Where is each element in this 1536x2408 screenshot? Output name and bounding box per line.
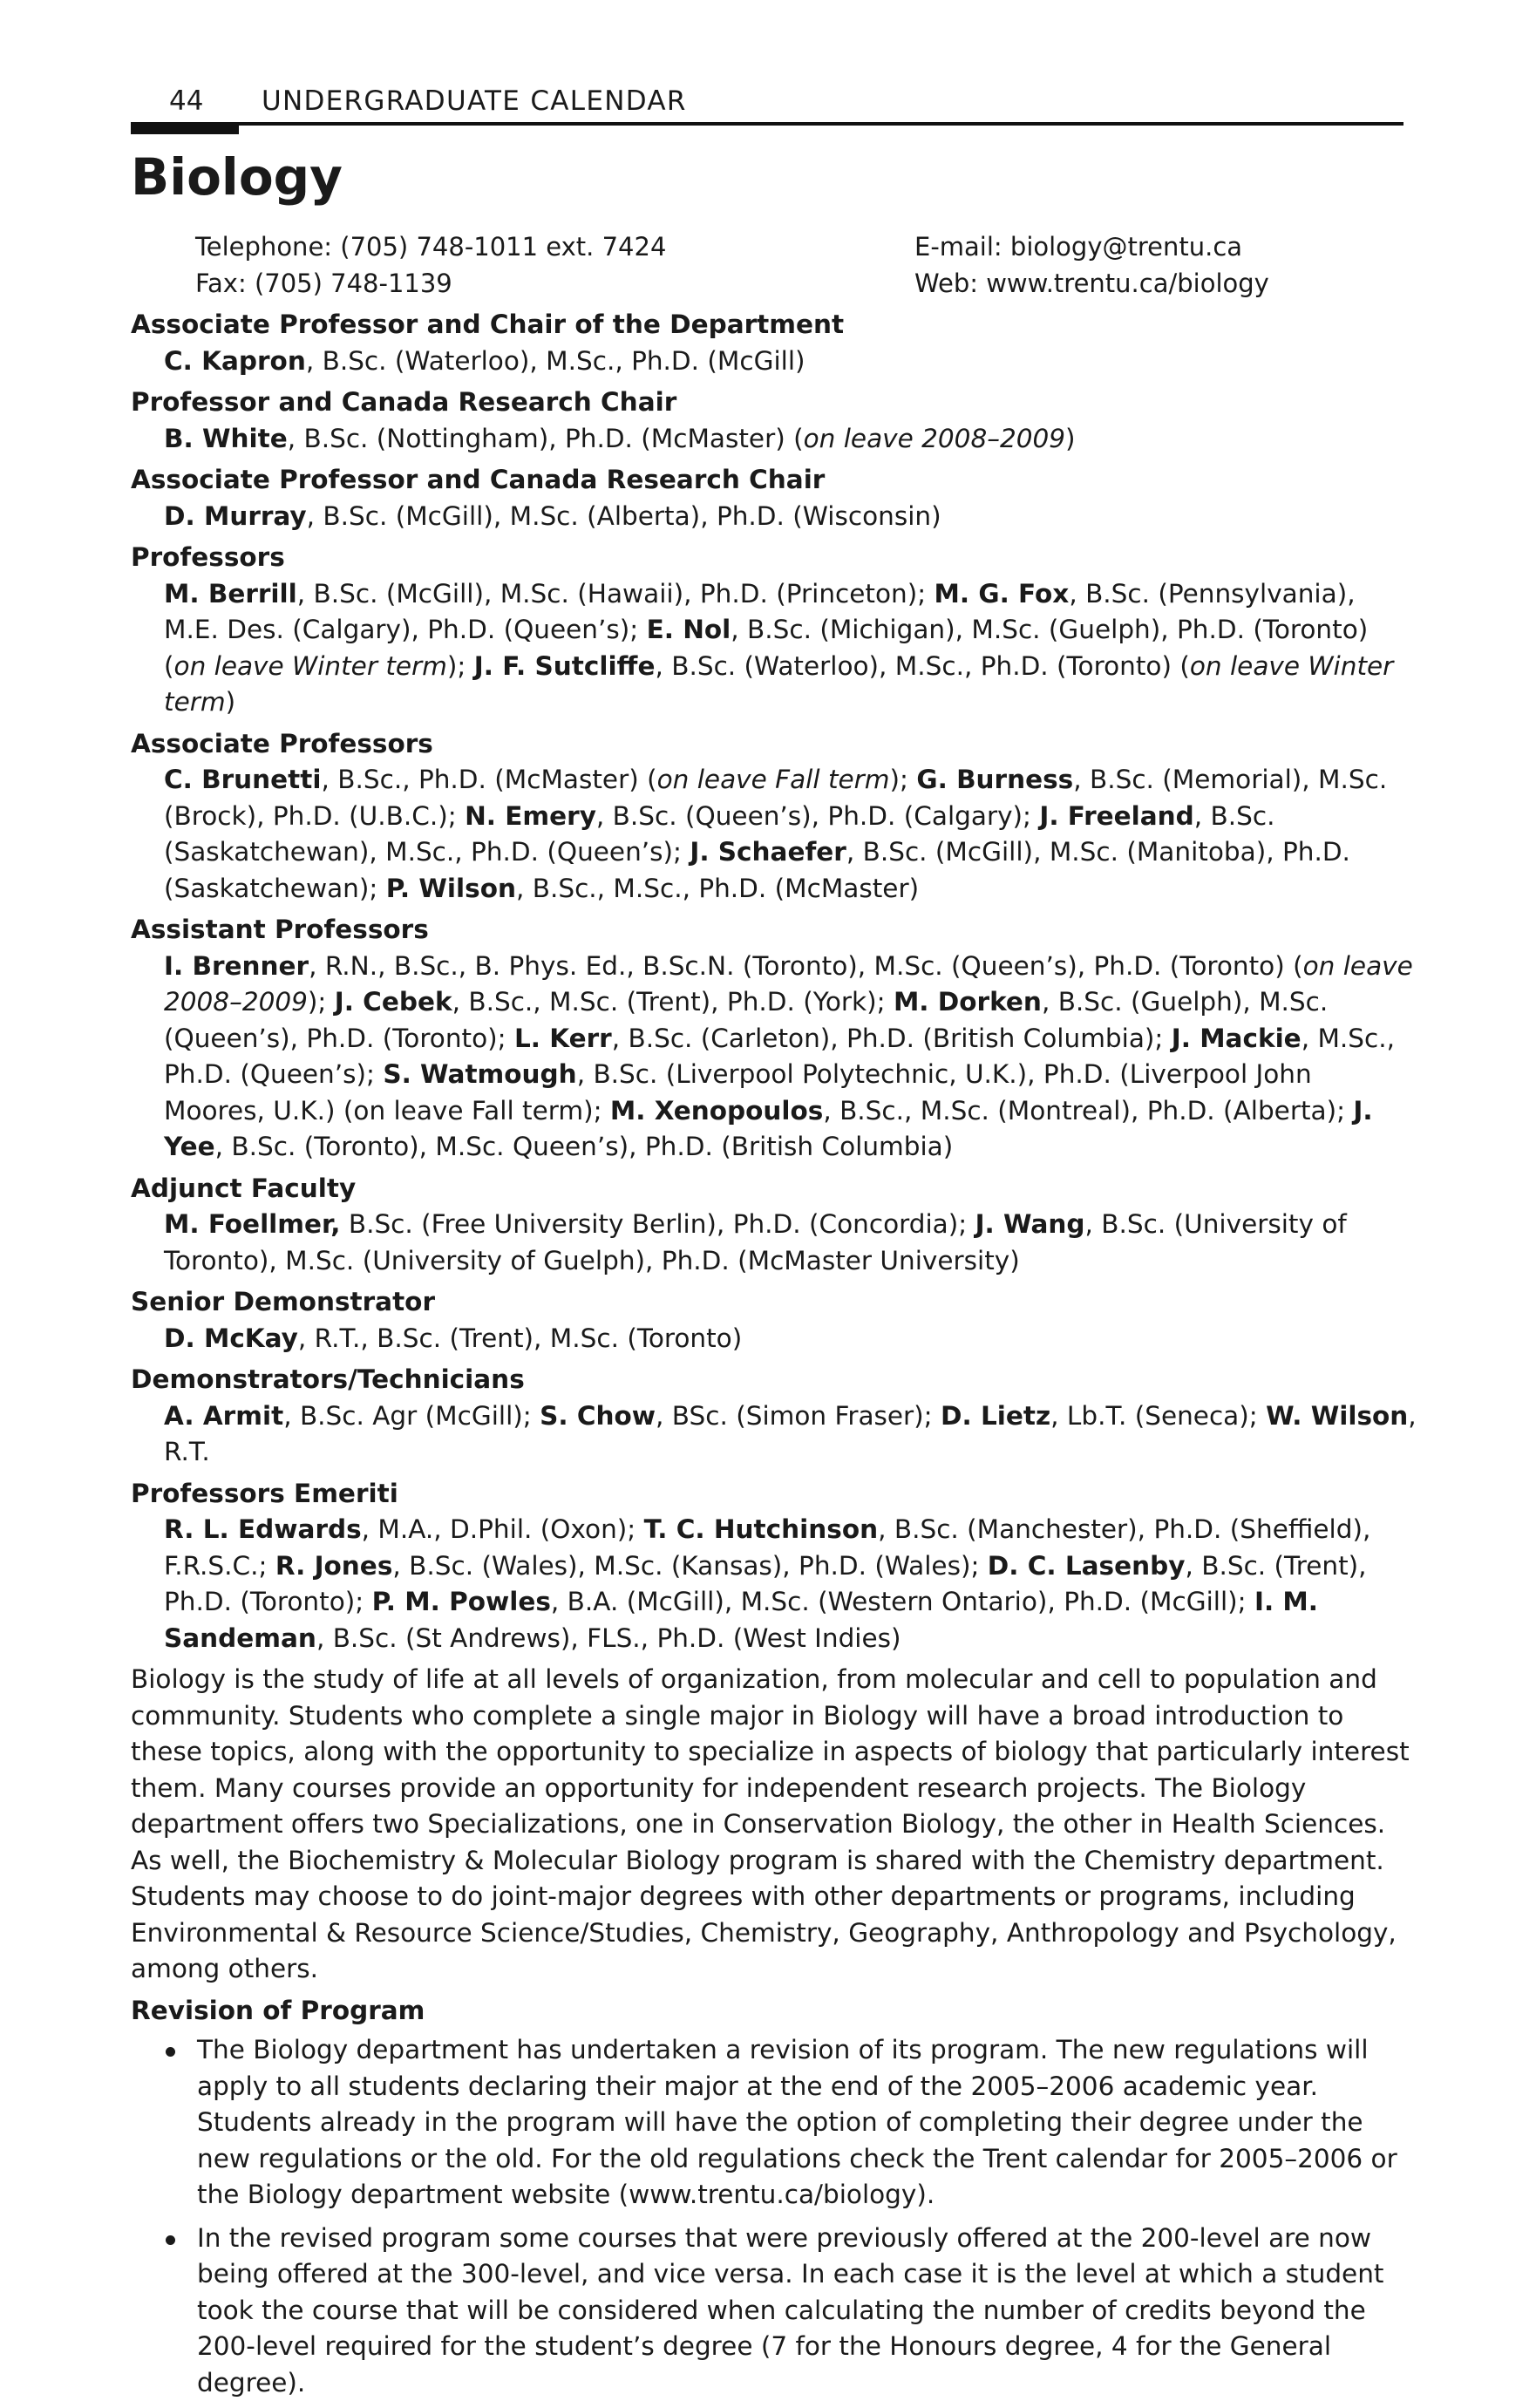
email: E-mail: biology@trentu.ca [914,232,1243,262]
faculty-name: T. C. Hutchinson [643,1514,879,1544]
faculty-heading: Professors [131,542,285,572]
faculty-members [131,762,1417,907]
credentials: ); [889,765,917,794]
leave-note: on leave 2008–2009 [164,950,1413,1017]
faculty-name: A. Armit [164,1400,284,1431]
credentials: ) [1065,423,1076,453]
credentials: , M.Sc., Ph.D. (Queen’s); [164,1023,1395,1089]
faculty-heading: Professor and Canada Research Chair [131,387,677,417]
faculty-heading: Assistant Professors [131,915,429,944]
faculty-name: S. Watmough [383,1059,577,1089]
faculty-name: J. Mackie [1171,1023,1302,1053]
faculty-heading: Associate Professor and Chair of the Department [131,310,845,339]
faculty-heading: Associate Professor and Canada Research Chair [131,465,826,494]
credentials: , B.Sc., M.Sc., Ph.D. (McMaster) [515,873,920,903]
credentials: , B.Sc., Ph.D. (McMaster) ( [321,765,657,794]
credentials: , B.Sc. (Nottingham), Ph.D. (McMaster) ( [287,423,804,453]
faculty-name: P. M. Powles [371,1587,551,1616]
faculty-name: P. Wilson [385,873,516,903]
credentials: , B.A. (McGill), M.Sc. (Western Ontario), Ph.D. (McGill); [550,1587,1254,1616]
faculty-name: D. C. Lasenby [987,1550,1186,1581]
credentials: , B.Sc. (Guelph), M.Sc. (Queen’s), Ph.D. (Toronto); [164,987,1329,1053]
credentials: ) [225,687,236,717]
faculty-name: N. Emery [465,800,596,831]
faculty-name: J. Freeland [1039,800,1194,831]
faculty-name: E. Nol [646,615,731,644]
credentials: , B.Sc. (St Andrews), FLS., Ph.D. (West Indies) [316,1622,901,1653]
faculty-list [131,307,1417,1656]
faculty-name: J. F. Sutcliffe [473,650,656,681]
faculty-name: R. L. Edwards [164,1514,362,1544]
credentials: , B.Sc. (Manchester), Ph.D. (Sheffield), F.R.S.C.; [164,1514,1371,1581]
faculty-name: C. Brunetti [164,765,322,794]
faculty-heading: Demonstrators/Technicians [131,1364,525,1394]
faculty-name: D. Lietz [941,1400,1051,1431]
credentials: , B.Sc. Agr (McGill); [283,1400,540,1431]
faculty-name: L. Kerr [514,1023,612,1053]
credentials: , B.Sc. (Wales), M.Sc. (Kansas), Ph.D. (Wales); [392,1550,988,1581]
fax: Fax: (705) 748-1139 [195,269,452,298]
credentials: B.Sc. (Free University Berlin), Ph.D. (Concordia); [340,1209,975,1239]
credentials: ); [307,987,335,1017]
faculty-members [131,499,1417,535]
faculty-heading: Professors Emeriti [131,1478,398,1508]
credentials: , B.Sc. (Memorial), M.Sc. (Brock), Ph.D. (U.B.C.); [164,765,1388,831]
credentials: , R.T. [164,1400,1417,1466]
faculty-name: M. Berrill [164,578,297,609]
faculty-members [131,1321,1417,1357]
faculty-members [131,1207,1417,1279]
section-title: Biology [131,147,343,207]
intro-paragraph: Biology is the study of life at all levels of organization, from molecular and cell to population and community. Students who complete a single major in Biology will have a broad introduction to these topics, along with the opportunity to specialize in aspects of biology that particularly interest them. Many courses provide an opportunity for independent research projects. The Biology department offers two Specializations, one in Conservation Biology, the other in Health Sciences. As well, the Biochemistry & Molecular Biology program is shared with the Chemistry department. Students may choose to do joint-major degrees with other departments or programs, including Environmental & Resource Science/Studies, Chemistry, Geography, Anthropology and Psychology, among others. [131,1664,1410,1983]
credentials: ); [446,650,474,681]
credentials: , B.Sc. (Queen’s), Ph.D. (Calgary); [595,800,1040,831]
credentials: , B.Sc. (Pennsylvania), M.E. Des. (Calgary), Ph.D. (Queen’s); [164,578,1356,644]
faculty-name: B. White [164,423,288,453]
faculty-name: M. Dorken [893,987,1042,1017]
credentials: , B.Sc. (Michigan), M.Sc. (Guelph), Ph.D. (Toronto) ( [164,615,1369,681]
credentials: , B.Sc., M.Sc. (Trent), Ph.D. (York); [452,987,894,1017]
credentials: , B.Sc. (Saskatchewan), M.Sc., Ph.D. (Queen’s); [164,800,1275,867]
leave-note: on leave Winter term [173,650,447,681]
revision-list [131,2032,1417,2401]
credentials: , B.Sc. (McGill), M.Sc. (Alberta), Ph.D. (Wisconsin) [306,500,941,531]
revision-bullet: In the revised program some courses that were previously offered at the 200-level are now being offered at the 300-level, and vice versa. In each case it is the level at which a student took the course that will be considered when calculating the number of credits beyond the 200-level required for the student’s degree (7 for the Honours degree, 4 for the General degree). [131,2221,1417,2402]
faculty-name: J. Yee [164,1095,1373,1161]
credentials: , M.A., D.Phil. (Oxon); [361,1514,644,1544]
leave-note: on leave Winter term [164,650,1394,717]
faculty-name: J. Schaefer [690,837,846,867]
faculty-name: G. Burness [916,765,1074,794]
revision-heading: Revision of Program [131,1995,425,2025]
contact-online-block [914,228,1269,302]
faculty-members [131,576,1417,721]
faculty-name: I. Brenner [164,950,309,981]
faculty-members [131,1512,1417,1656]
faculty-name: S. Chow [540,1400,656,1431]
web: Web: www.trentu.ca/biology [914,269,1269,298]
faculty-name: M. Xenopoulos [609,1095,824,1126]
leave-note: on leave Fall term [656,765,890,794]
faculty-heading: Adjunct Faculty [131,1173,357,1203]
main-content [131,307,1417,2408]
faculty-members [131,421,1417,458]
faculty-name: R. Jones [275,1550,393,1581]
faculty-members [131,1398,1417,1471]
credentials: , B.Sc. (Waterloo), M.Sc., Ph.D. (McGill) [305,345,805,376]
page-number: 44 [169,85,204,117]
faculty-members [131,949,1417,1166]
leave-note: on leave 2008–2009 [803,423,1066,453]
faculty-members [131,344,1417,380]
credentials: , B.Sc. (University of Toronto), M.Sc. (University of Guelph), Ph.D. (McMaster University) [164,1209,1347,1275]
credentials: , B.Sc., M.Sc. (Montreal), Ph.D. (Alberta); [823,1095,1354,1126]
calendar-title: UNDERGRADUATE CALENDAR [262,85,687,117]
header-rule [131,122,1403,126]
faculty-name: M. Foellmer, [164,1209,341,1239]
faculty-name: D. Murray [164,500,307,531]
faculty-heading: Associate Professors [131,728,433,758]
telephone: Telephone: (705) 748-1011 ext. 7424 [195,232,667,262]
faculty-name: D. McKay [164,1323,298,1353]
contact-phone-block [195,228,666,302]
faculty-name: I. M. Sandeman [164,1587,1318,1653]
faculty-name: J. Wang [975,1209,1085,1239]
credentials: , B.Sc. (Toronto), M.Sc. Queen’s), Ph.D. (British Columbia) [214,1132,954,1161]
credentials: , B.Sc. (Liverpool Polytechnic, U.K.), Ph.D. (Liverpool John Moores, U.K.) (on leave Fall term); [164,1059,1312,1126]
faculty-name: M. G. Fox [934,578,1070,609]
credentials: , B.Sc. (Trent), Ph.D. (Toronto); [164,1550,1367,1616]
credentials: , B.Sc. (Carleton), Ph.D. (British Columbia); [611,1023,1172,1053]
credentials: , B.Sc. (Waterloo), M.Sc., Ph.D. (Toronto) ( [655,650,1190,681]
credentials: , BSc. (Simon Fraser); [656,1400,941,1431]
page-header [131,80,1403,134]
faculty-heading: Senior Demonstrator [131,1287,435,1316]
credentials: , B.Sc. (McGill), M.Sc. (Hawaii), Ph.D. (Princeton); [296,578,935,609]
credentials: , R.T., B.Sc. (Trent), M.Sc. (Toronto) [297,1323,743,1353]
header-tab-bar [131,122,239,134]
credentials: , Lb.T. (Seneca); [1050,1400,1267,1431]
faculty-name: J. Cebek [334,987,452,1017]
faculty-name: C. Kapron [164,345,306,376]
credentials: , R.N., B.Sc., B. Phys. Ed., B.Sc.N. (Toronto), M.Sc. (Queen’s), Ph.D. (Toronto) ( [309,950,1303,981]
revision-bullet: The Biology department has undertaken a revision of its program. The new regulations will apply to all students declaring their major at the end of the 2005–2006 academic year. Students already in the program will have the option of completing their degree under the new regulations or the old. For the old regulations check the Trent calendar for 2005–2006 or the Biology department website (www.trentu.ca/biology). [131,2032,1417,2214]
faculty-name: W. Wilson [1266,1400,1409,1431]
credentials: , B.Sc. (McGill), M.Sc. (Manitoba), Ph.D. (Saskatchewan); [164,837,1350,903]
